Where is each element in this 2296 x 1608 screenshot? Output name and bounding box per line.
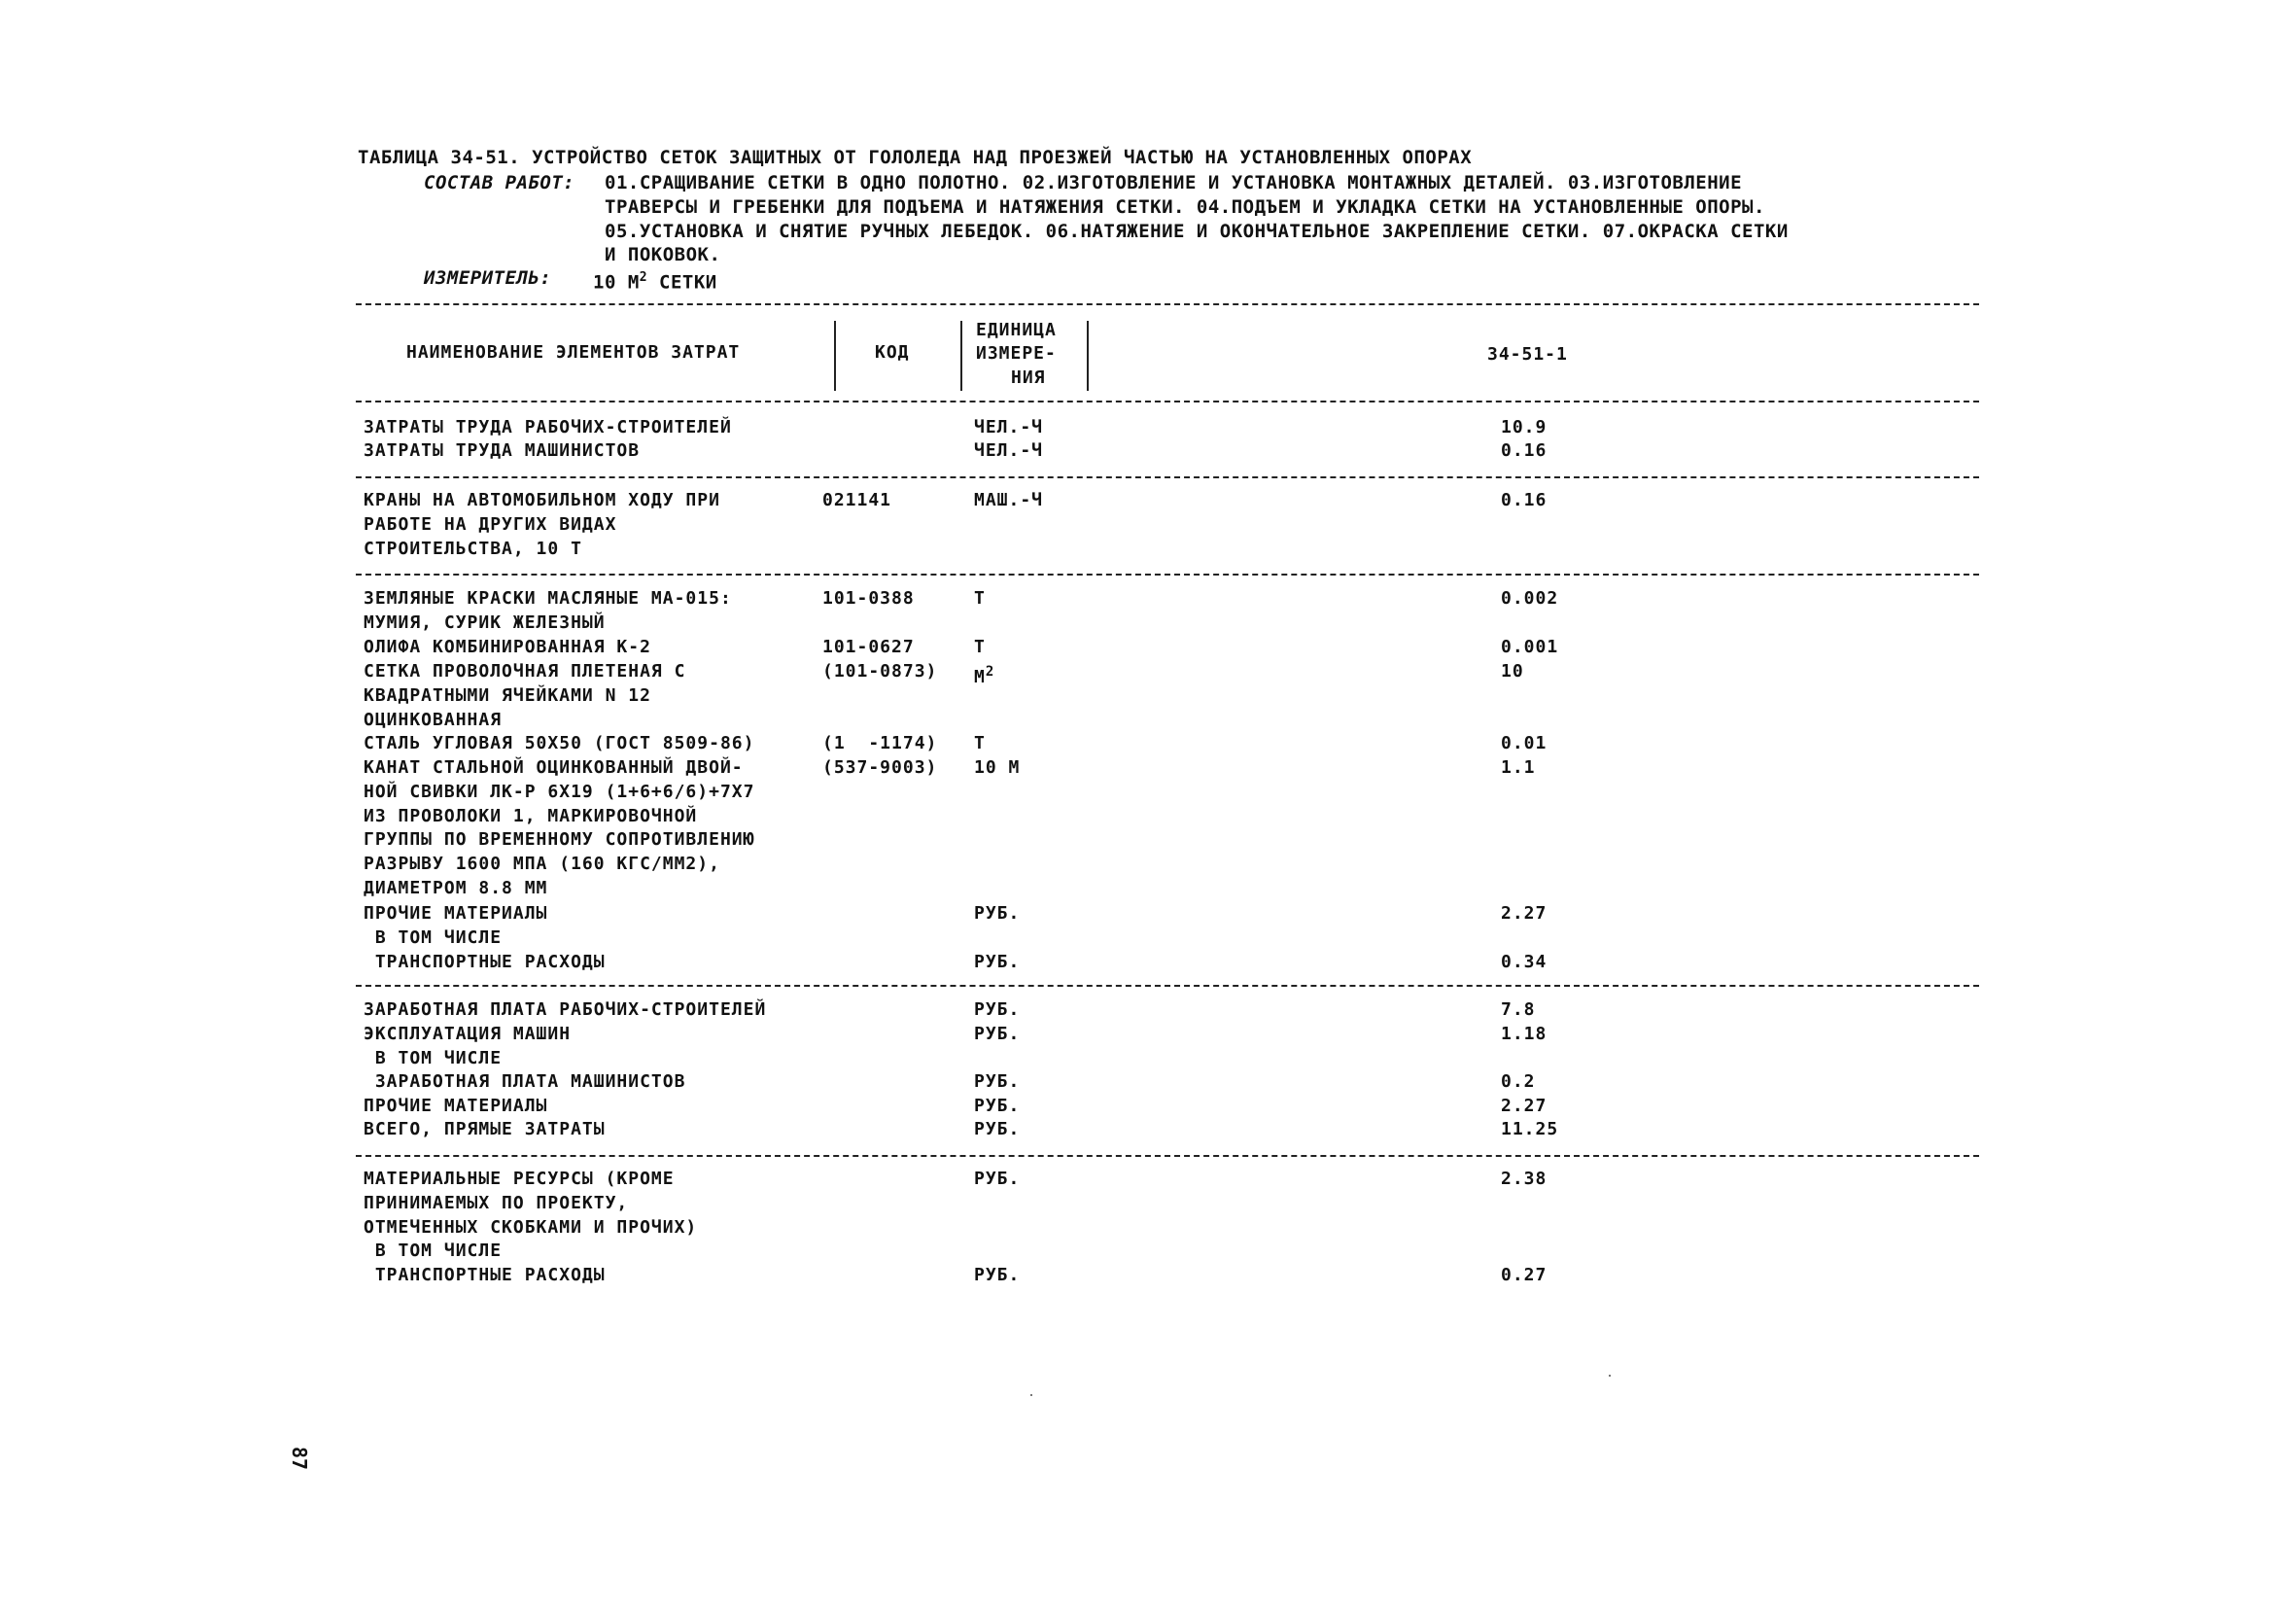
row-name: ДИАМЕТРОМ 8.8 ММ <box>364 878 548 898</box>
row-unit: РУБ. <box>974 1071 1021 1092</box>
unit-superscript: 2 <box>985 664 995 680</box>
row-code: 021141 <box>822 490 892 510</box>
row-name: СЕТКА ПРОВОЛОЧНАЯ ПЛЕТЕНАЯ С <box>364 661 686 682</box>
column-header-code: КОД <box>875 342 910 363</box>
measure-label: ИЗМЕРИТЕЛЬ: <box>424 267 552 289</box>
scan-speck <box>1030 1394 1032 1396</box>
row-value: 10.9 <box>1501 417 1548 437</box>
row-code: (101-0873) <box>822 661 938 682</box>
column-header-unit: ИЗМЕРЕ- <box>976 343 1057 364</box>
row-unit: МАШ.-Ч <box>974 490 1044 510</box>
work-line: 01.СРАЩИВАНИЕ СЕТКИ В ОДНО ПОЛОТНО. 02.ИЗГОТОВЛЕНИЕ И УСТАНОВКА МОНТАЖНЫХ ДЕТАЛЕЙ. 03.ИЗГОТОВЛЕНИЕ <box>605 172 1743 193</box>
column-divider <box>834 321 836 391</box>
row-name: МУМИЯ, СУРИК ЖЕЛЕЗНЫЙ <box>364 612 606 633</box>
rule <box>356 574 1979 576</box>
rule <box>356 401 1979 402</box>
row-code: 101-0627 <box>822 637 915 657</box>
column-divider <box>1087 321 1089 391</box>
row-name: ОЛИФА КОМБИНИРОВАННАЯ К-2 <box>364 637 651 657</box>
row-value: 7.8 <box>1501 999 1536 1020</box>
column-header-unit: НИЯ <box>1011 367 1046 388</box>
work-line: И ПОКОВОК. <box>605 244 721 265</box>
row-name: ЗЕМЛЯНЫЕ КРАСКИ МАСЛЯНЫЕ МА-015: <box>364 588 732 609</box>
row-name: ОЦИНКОВАННАЯ <box>364 709 503 730</box>
row-unit: РУБ. <box>974 1119 1021 1139</box>
row-name: ПРИНИМАЕМЫХ ПО ПРОЕКТУ, <box>364 1192 629 1213</box>
row-name: ГРУППЫ ПО ВРЕМЕННОМУ СОПРОТИВЛЕНИЮ <box>364 829 755 851</box>
row-name: ПРОЧИЕ МАТЕРИАЛЫ <box>364 903 548 924</box>
work-line: ТРАВЕРСЫ И ГРЕБЕНКИ ДЛЯ ПОДЪЕМА И НАТЯЖЕНИЯ СЕТКИ. 04.ПОДЪЕМ И УКЛАДКА СЕТКИ НА УСТАНОВЛЕННЫЕ ОПОРЫ. <box>605 196 1765 218</box>
row-name: ИЗ ПРОВОЛОКИ 1, МАРКИРОВОЧНОЙ <box>364 805 698 826</box>
row-name: КВАДРАТНЫМИ ЯЧЕЙКАМИ N 12 <box>364 684 651 706</box>
work-line: 05.УСТАНОВКА И СНЯТИЕ РУЧНЫХ ЛЕБЕДОК. 06.НАТЯЖЕНИЕ И ОКОНЧАТЕЛЬНОЕ ЗАКРЕПЛЕНИЕ СЕТКИ. 07.ОКРАСКА СЕТКИ <box>605 221 1789 242</box>
row-unit: РУБ. <box>974 1024 1021 1044</box>
rule <box>356 1155 1979 1157</box>
column-divider <box>960 321 962 391</box>
column-header-unit: ЕДИНИЦА <box>976 320 1057 340</box>
row-name: ТРАНСПОРТНЫЕ РАСХОДЫ <box>364 1265 606 1285</box>
column-header-norm: 34-51-1 <box>1487 344 1568 365</box>
row-unit: РУБ. <box>974 999 1021 1020</box>
row-value: 11.25 <box>1501 1119 1559 1139</box>
row-unit: РУБ. <box>974 952 1021 972</box>
row-unit: Т <box>974 588 986 609</box>
row-value: 0.34 <box>1501 952 1548 972</box>
row-name: ВСЕГО, ПРЯМЫЕ ЗАТРАТЫ <box>364 1119 606 1139</box>
row-value: 0.002 <box>1501 588 1559 609</box>
measure-number: 10 М <box>593 271 640 294</box>
row-name: В ТОМ ЧИСЛЕ <box>364 1047 503 1068</box>
row-name: ПРОЧИЕ МАТЕРИАЛЫ <box>364 1096 548 1116</box>
row-name: СТРОИТЕЛЬСТВА, 10 Т <box>364 538 582 559</box>
scan-speck <box>1609 1375 1611 1377</box>
measure-superscript: 2 <box>639 270 648 285</box>
row-name: ЗАТРАТЫ ТРУДА РАБОЧИХ-СТРОИТЕЛЕЙ <box>364 417 732 437</box>
row-name: ЭКСПЛУАТАЦИЯ МАШИН <box>364 1024 572 1044</box>
table-title: ТАБЛИЦА 34-51. УСТРОЙСТВО СЕТОК ЗАЩИТНЫХ ОТ ГОЛОЛЕДА НАД ПРОЕЗЖЕЙ ЧАСТЬЮ НА УСТАНОВЛЕННЫХ ОПОРАХ <box>358 147 1473 168</box>
row-name: РАЗРЫВУ 1600 МПА (160 КГС/ММ2), <box>364 854 720 875</box>
row-name: ТРАНСПОРТНЫЕ РАСХОДЫ <box>364 952 606 972</box>
row-value: 0.16 <box>1501 490 1548 510</box>
row-value: 10 <box>1501 661 1524 682</box>
rule <box>356 476 1979 478</box>
column-header-name: НАИМЕНОВАНИЕ ЭЛЕМЕНТОВ ЗАТРАТ <box>406 342 741 363</box>
row-value: 0.01 <box>1501 733 1548 753</box>
row-name: ЗАТРАТЫ ТРУДА МАШИНИСТОВ <box>364 440 641 461</box>
row-name: КАНАТ СТАЛЬНОЙ ОЦИНКОВАННЫЙ ДВОЙ- <box>364 757 744 778</box>
measure-value <box>593 266 717 294</box>
row-value: 1.18 <box>1501 1024 1548 1044</box>
row-unit: РУБ. <box>974 903 1021 924</box>
row-unit: РУБ. <box>974 1265 1021 1285</box>
page-number: 87 <box>288 1446 312 1471</box>
rule <box>356 985 1979 987</box>
row-unit: ЧЕЛ.-Ч <box>974 440 1044 461</box>
row-code: 101-0388 <box>822 588 915 609</box>
row-value: 0.27 <box>1501 1265 1548 1285</box>
row-name: ОТМЕЧЕННЫХ СКОБКАМИ И ПРОЧИХ) <box>364 1216 698 1238</box>
row-value: 2.27 <box>1501 903 1548 924</box>
row-value: 0.16 <box>1501 440 1548 461</box>
row-unit: РУБ. <box>974 1096 1021 1116</box>
row-code: (1 -1174) <box>822 733 938 753</box>
work-composition-label: СОСТАВ РАБОТ: <box>424 172 575 193</box>
row-name: НОЙ СВИВКИ ЛК-Р 6X19 (1+6+6/6)+7X7 <box>364 781 755 802</box>
row-name: В ТОМ ЧИСЛЕ <box>364 926 503 948</box>
row-unit: ЧЕЛ.-Ч <box>974 417 1044 437</box>
row-name: КРАНЫ НА АВТОМОБИЛЬНОМ ХОДУ ПРИ <box>364 490 720 510</box>
row-name: В ТОМ ЧИСЛЕ <box>364 1241 503 1262</box>
rule <box>356 303 1979 305</box>
measure-tail: СЕТКИ <box>647 271 717 294</box>
row-name: ЗАРАБОТНАЯ ПЛАТА МАШИНИСТОВ <box>364 1071 686 1092</box>
row-value: 0.2 <box>1501 1071 1536 1092</box>
row-unit: Т <box>974 733 986 753</box>
row-unit: Т <box>974 637 986 657</box>
row-value: 0.001 <box>1501 637 1559 657</box>
row-name: РАБОТЕ НА ДРУГИХ ВИДАХ <box>364 513 617 535</box>
row-name: СТАЛЬ УГЛОВАЯ 50X50 (ГОСТ 8509-86) <box>364 733 755 753</box>
row-value: 2.27 <box>1501 1096 1548 1116</box>
row-value: 1.1 <box>1501 757 1536 778</box>
row-name: ЗАРАБОТНАЯ ПЛАТА РАБОЧИХ-СТРОИТЕЛЕЙ <box>364 999 767 1020</box>
row-code: (537-9003) <box>822 757 938 778</box>
row-unit: $М^2$ <box>974 664 995 687</box>
row-name: МАТЕРИАЛЬНЫЕ РЕСУРСЫ (КРОМЕ <box>364 1169 675 1189</box>
row-value: 2.38 <box>1501 1169 1548 1189</box>
row-unit: РУБ. <box>974 1169 1021 1189</box>
row-unit: 10 М <box>974 757 1021 778</box>
